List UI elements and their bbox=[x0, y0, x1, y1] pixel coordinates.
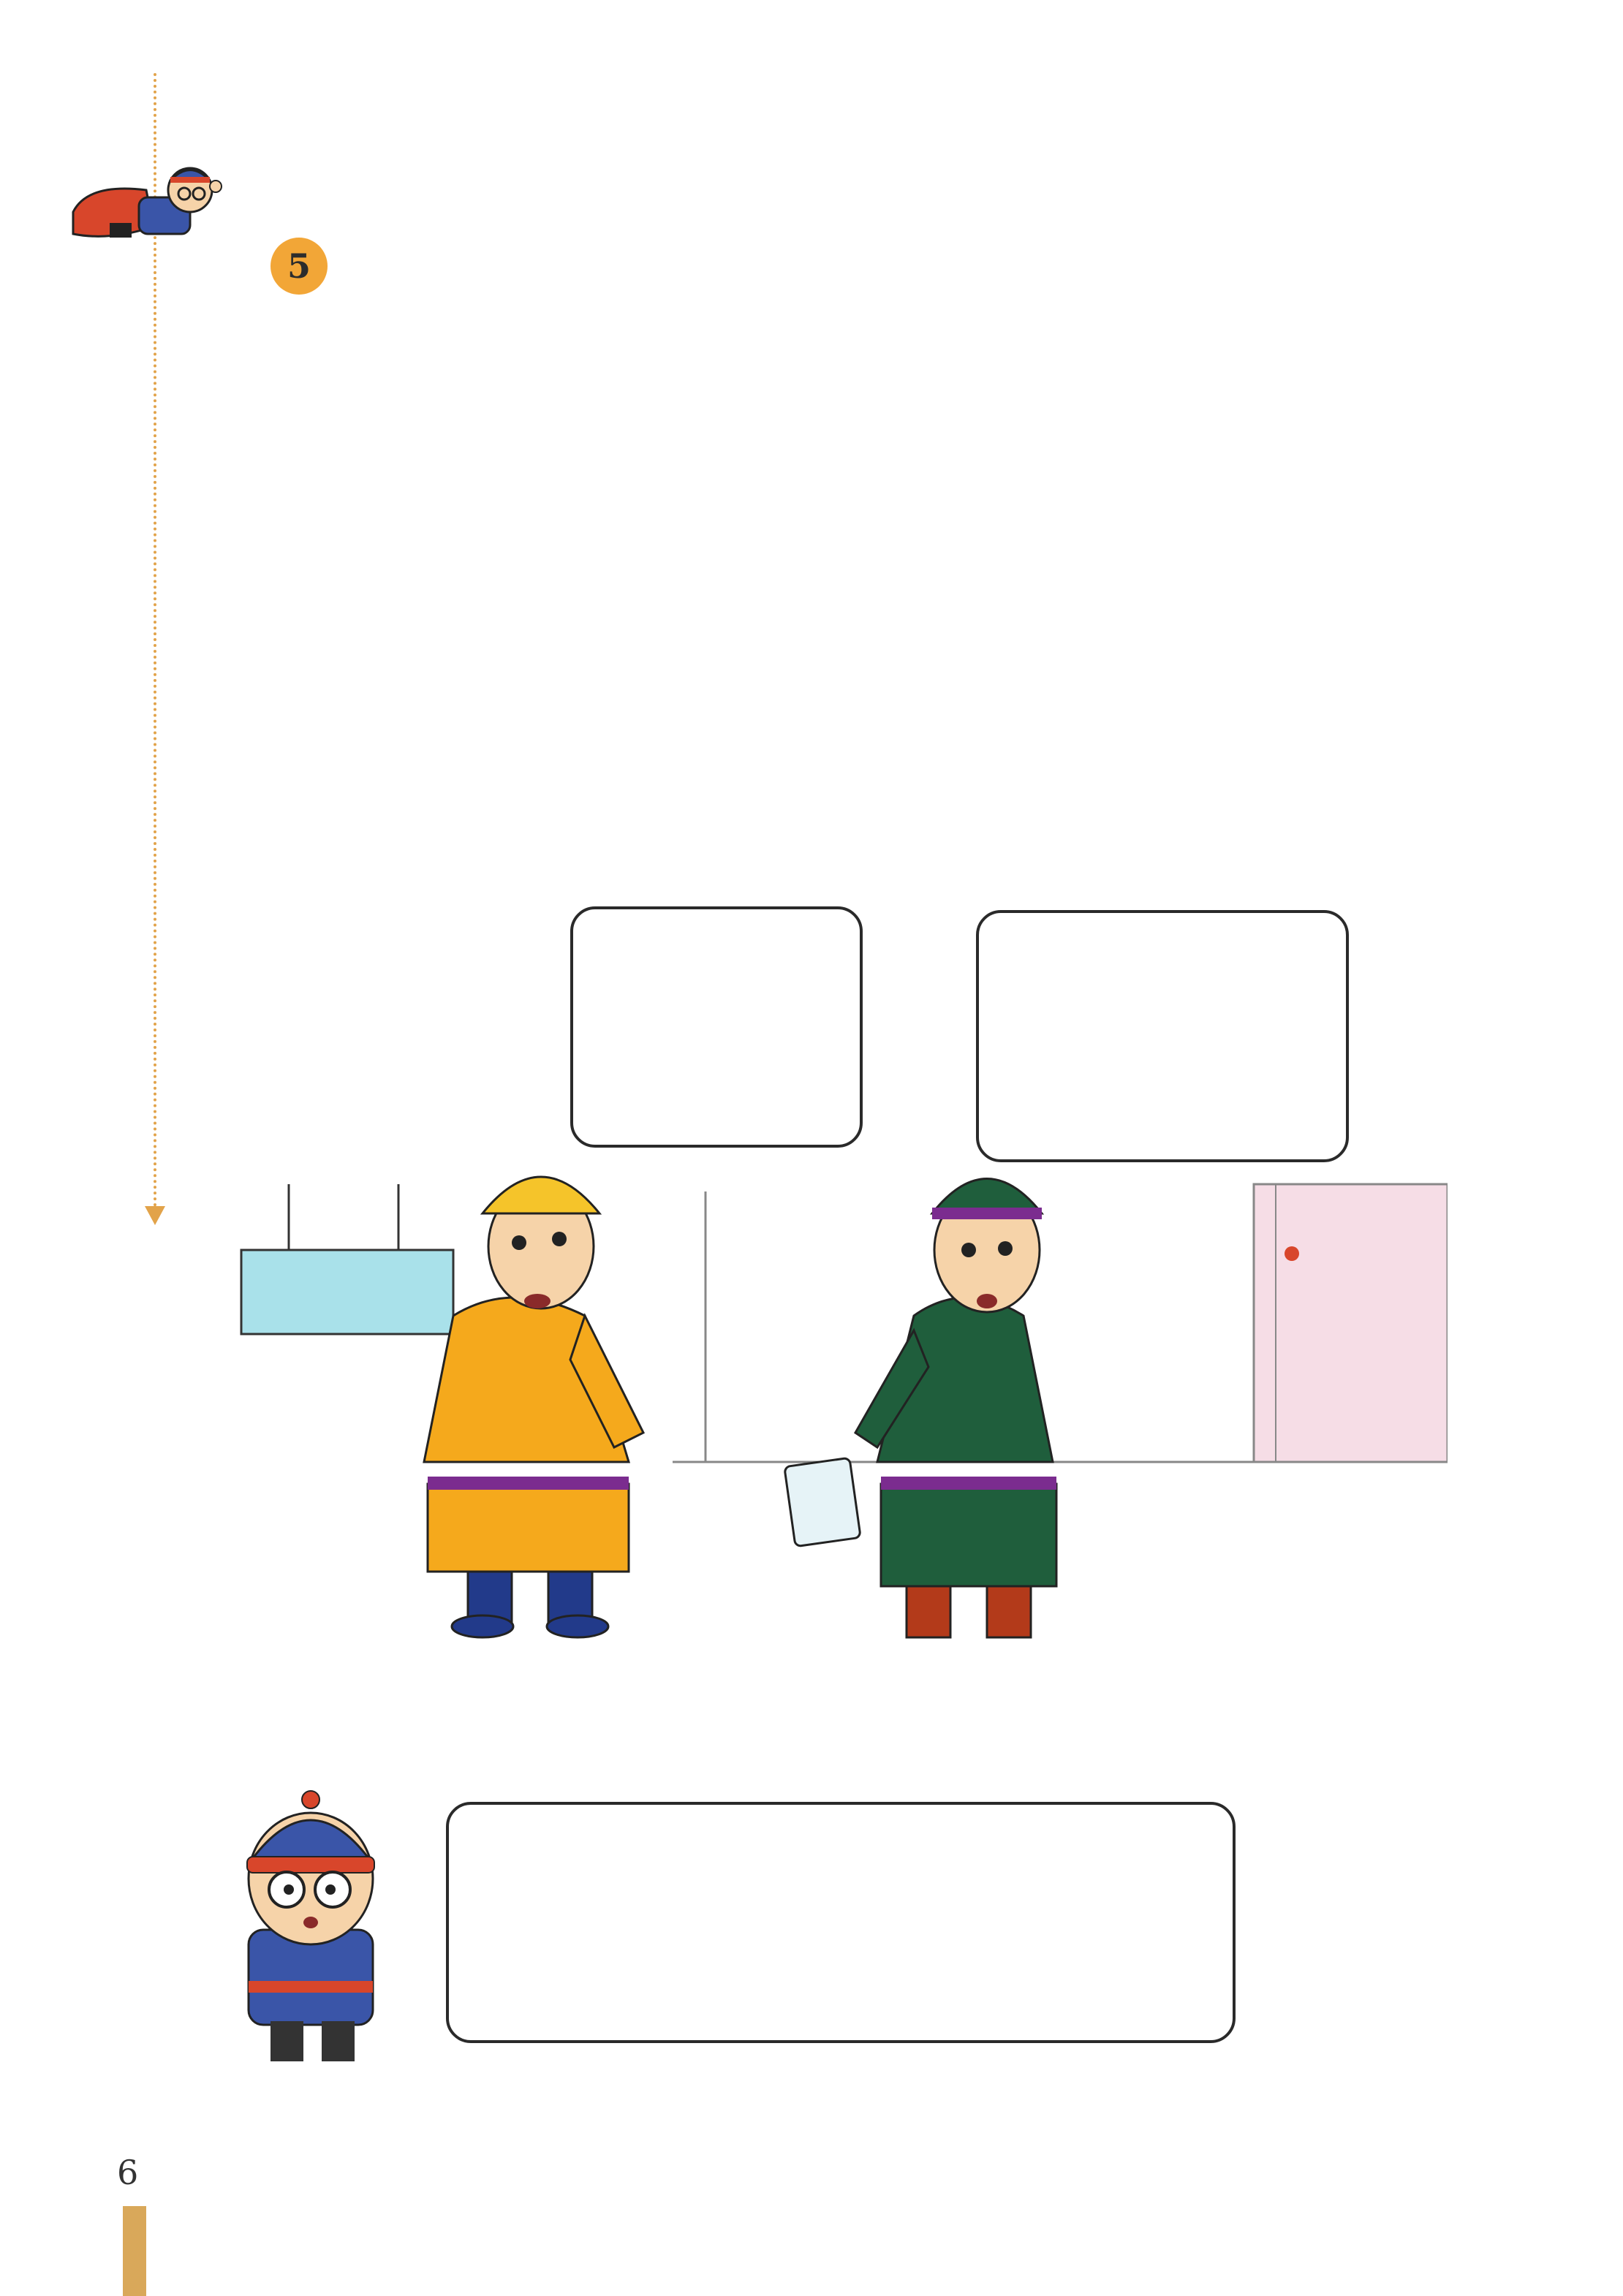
rule-arrow-icon bbox=[145, 1206, 165, 1225]
superhero-boy-icon bbox=[66, 139, 227, 270]
speech-bubble-yellow-man bbox=[570, 906, 863, 1148]
speech-bubble-green-man bbox=[976, 910, 1349, 1162]
yellow-robed-man bbox=[424, 1177, 643, 1637]
door bbox=[1254, 1184, 1448, 1462]
speech-bubble-narrator bbox=[446, 1802, 1236, 2043]
question-number: 5 bbox=[270, 238, 328, 295]
narrator-boy bbox=[219, 1784, 409, 2076]
page-number: 6 bbox=[117, 2153, 139, 2192]
page-tab bbox=[123, 2206, 146, 2296]
wall-sign bbox=[241, 1250, 453, 1334]
green-robed-man bbox=[855, 1179, 1056, 1638]
